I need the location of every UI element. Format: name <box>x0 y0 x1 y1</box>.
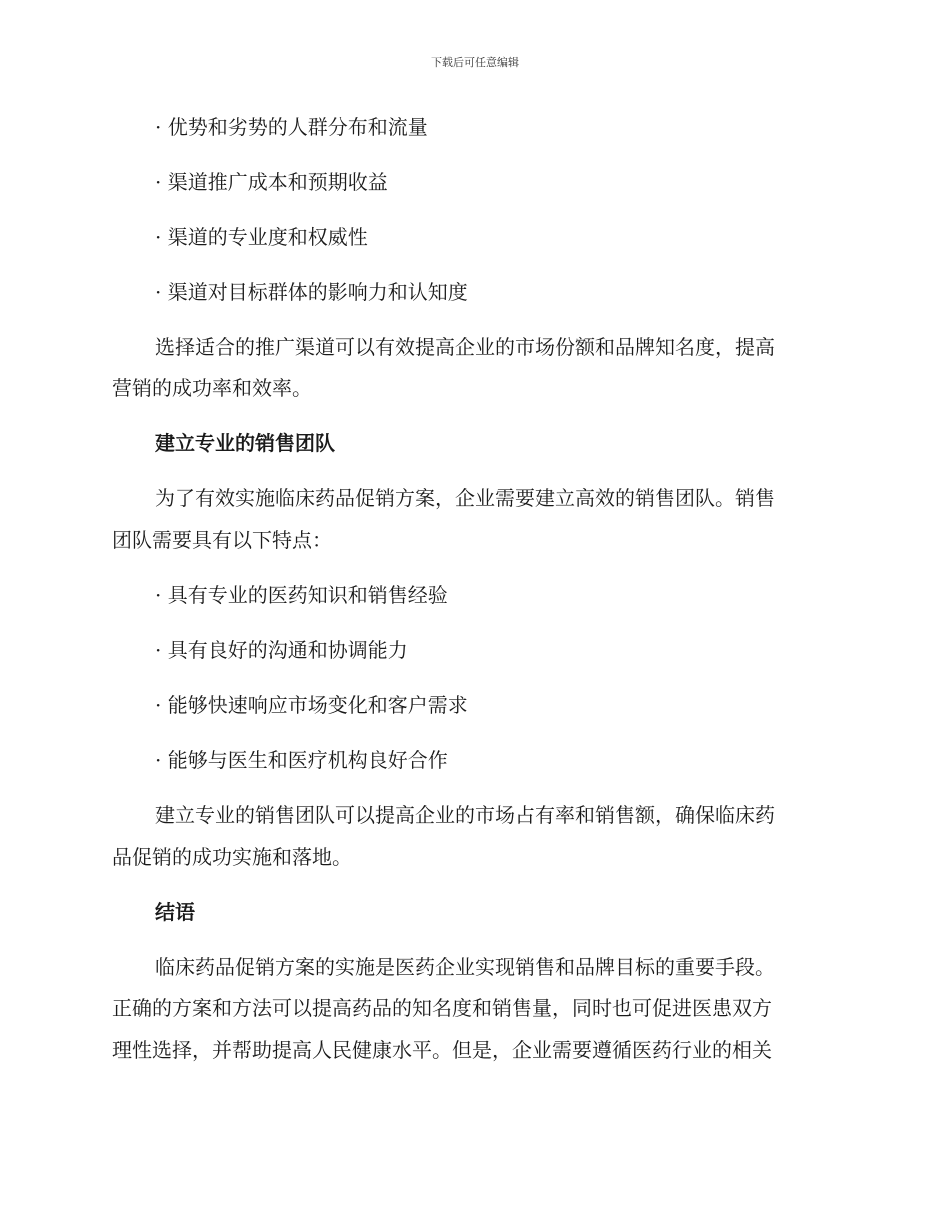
list-item: · 能够与医生和医疗机构良好合作 <box>155 748 448 772</box>
paragraph-line: 理性选择，并帮助提高人民健康水平。但是，企业需要遵循医药行业的相关 <box>112 1038 772 1062</box>
paragraph-line: 正确的方案和方法可以提高药品的知名度和销售量，同时也可促进医患双方 <box>112 996 772 1020</box>
paragraph-line: 建立专业的销售团队可以提高企业的市场占有率和销售额，确保临床药 <box>155 803 775 827</box>
paragraph-line: 营销的成功率和效率。 <box>112 376 312 400</box>
list-item: · 具有良好的沟通和协调能力 <box>155 638 408 662</box>
list-item: · 渠道推广成本和预期收益 <box>155 170 388 194</box>
section-heading: 结语 <box>155 900 195 924</box>
page-header: 下载后可任意编辑 <box>431 56 519 69</box>
paragraph-line: 临床药品促销方案的实施是医药企业实现销售和品牌目标的重要手段。 <box>155 955 775 979</box>
list-item: · 渠道对目标群体的影响力和认知度 <box>155 280 468 304</box>
section-heading: 建立专业的销售团队 <box>155 431 335 455</box>
list-item: · 具有专业的医药知识和销售经验 <box>155 583 448 607</box>
list-item: · 优势和劣势的人群分布和流量 <box>155 115 428 139</box>
paragraph-line: 品促销的成功实施和落地。 <box>112 845 352 869</box>
list-item: · 能够快速响应市场变化和客户需求 <box>155 693 468 717</box>
paragraph-line: 为了有效实施临床药品促销方案，企业需要建立高效的销售团队。销售 <box>155 486 775 510</box>
paragraph-line: 选择适合的推广渠道可以有效提高企业的市场份额和品牌知名度，提高 <box>155 335 775 359</box>
paragraph-line: 团队需要具有以下特点： <box>112 528 332 552</box>
list-item: · 渠道的专业度和权威性 <box>155 225 368 249</box>
